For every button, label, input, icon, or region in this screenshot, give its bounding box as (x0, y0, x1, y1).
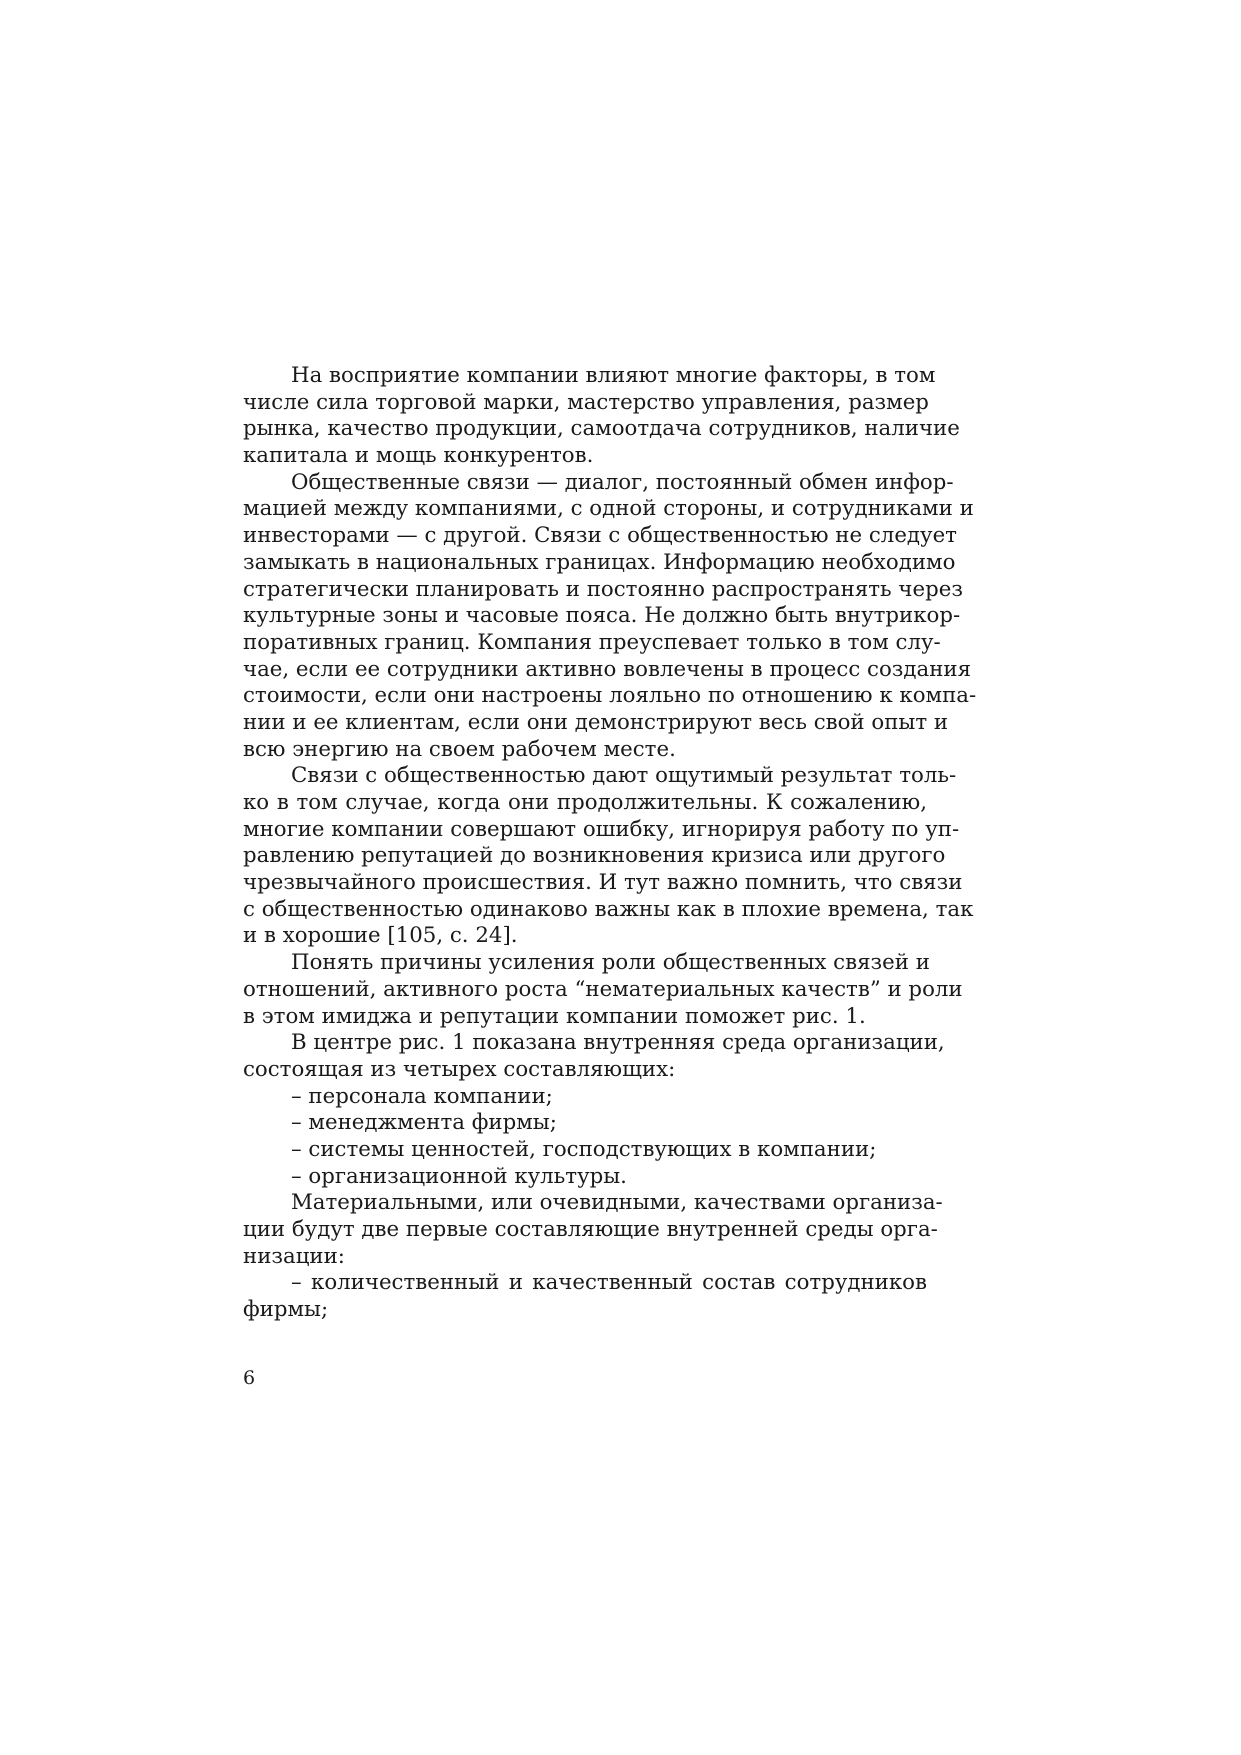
text-line: отношений, активного роста “нематериальных качеств” и роли (243, 976, 963, 1002)
text-line: Связи с общественностью дают ощутимый результат толь- (291, 763, 957, 789)
text-line: стратегически планировать и постоянно распространять через (243, 576, 963, 602)
text-line: культурные зоны и часовые пояса. Не должно быть внутрикор- (243, 603, 961, 629)
text-line: многие компании совершают ошибку, игнорируя работу по уп- (243, 816, 960, 842)
page-number: 6 (243, 1367, 256, 1389)
text-line: в этом имиджа и репутации компании поможет рис. 1. (243, 1003, 866, 1029)
text-line: нии и ее клиентам, если они демонстрируют весь свой опыт и (243, 709, 949, 735)
list-item: – системы ценностей, господствующих в компании; (291, 1136, 877, 1162)
text-line: и в хорошие [105, с. 24]. (243, 923, 518, 949)
text-line: с общественностью одинаково важны как в плохие времена, так (243, 896, 974, 922)
list-item: – персонала компании; (291, 1083, 553, 1109)
list-item: – организационной культуры. (291, 1163, 627, 1189)
text-line: фирмы; (243, 1297, 329, 1323)
text-line: ции будут две первые составляющие внутренней среды орга- (243, 1217, 938, 1242)
text-line: ко в том случае, когда они продолжительны. К сожалению, (243, 790, 927, 815)
text-line: замыкать в национальных границах. Информацию необходимо (243, 549, 956, 575)
text-line: мацией между компаниями, с одной стороны, и сотрудниками и (243, 496, 974, 522)
text-line: низации: (243, 1243, 345, 1269)
text-line: поративных границ. Компания преуспевает только в том слу- (243, 629, 941, 655)
text-line: рынка, качество продукции, самоотдача сотрудников, наличие (243, 416, 960, 442)
text-line: чае, если ее сотрудники активно вовлечены в процесс создания (243, 656, 972, 682)
text-line: капитала и мощь конкурентов. (243, 443, 594, 469)
text-line: равлению репутацией до возникновения кризиса или другого (243, 843, 946, 869)
text-line: стоимости, если они настроены лояльно по отношению к компа- (243, 683, 977, 709)
text-line: Материальными, или очевидными, качествами организа- (291, 1190, 943, 1216)
text-line: числе сила торговой марки, мастерство управления, размер (243, 389, 929, 415)
text-line: В центре рис. 1 показана внутренняя среда организации, (291, 1030, 945, 1056)
text-line: всю энергию на своем рабочем месте. (243, 736, 676, 762)
list-item: – количественный и качественный состав сотрудников (291, 1270, 927, 1296)
list-item: – менеджмента фирмы; (291, 1110, 557, 1136)
text-line: На восприятие компании влияют многие факторы, в том (291, 363, 936, 388)
page-body-text (243, 363, 977, 1324)
text-line: Понять причины усиления роли общественных связей и (291, 950, 930, 976)
text-line: чрезвычайного происшествия. И тут важно помнить, что связи (243, 870, 963, 896)
text-line: Общественные связи — диалог, постоянный обмен инфор- (291, 469, 954, 495)
text-line: состоящая из четырех составляющих: (243, 1056, 676, 1082)
text-line: инвесторами — с другой. Связи с общественностью не следует (243, 523, 957, 549)
